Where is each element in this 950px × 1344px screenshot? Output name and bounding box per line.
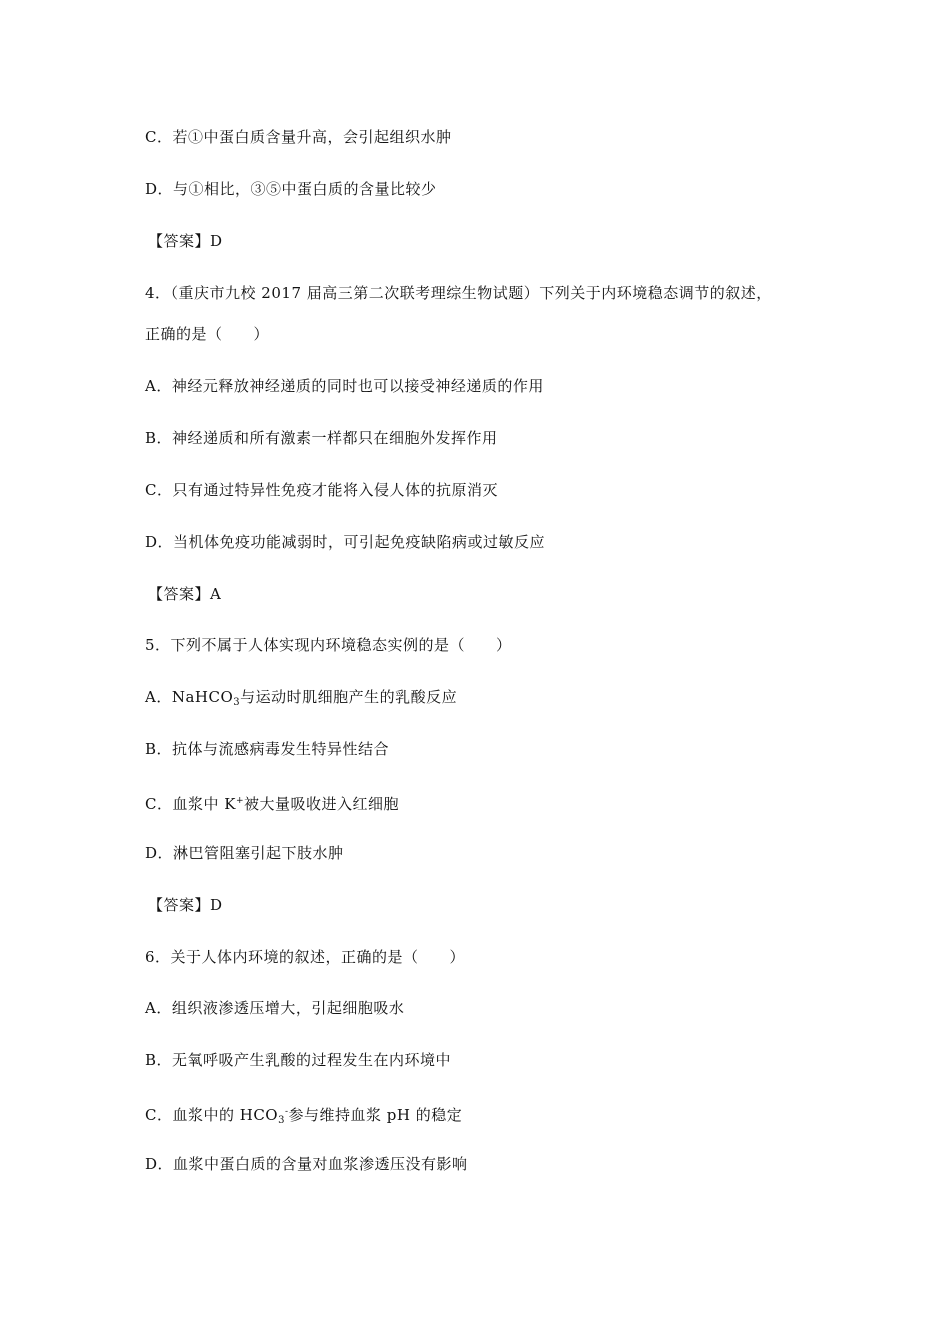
q4-stem-line2: 正确的是（ ） [145,325,270,343]
q6-option-c [145,1102,462,1131]
q5-answer: 【答案】D [148,896,223,914]
q5-stem: 5．下列不属于人体实现内环境稳态实例的是（ ） [145,636,512,654]
q5-option-a-suffix: 与运动时肌细胞产生的乳酸反应 [240,688,458,706]
q6-option-c-superscript: - [284,1107,289,1117]
q6-option-a: A．组织液渗透压增大，引起细胞吸水 [145,999,405,1017]
q6-option-b: B．无氧呼吸产生乳酸的过程发生在内环境中 [145,1051,452,1069]
q3-answer: 【答案】D [148,232,223,250]
q5-option-d: D．淋巴管阻塞引起下肢水肿 [145,844,344,862]
q5-option-c-superscript: + [235,796,244,806]
q6-option-c-subscript: 3 [278,1115,285,1126]
q4-option-c: C．只有通过特异性免疫才能将入侵人体的抗原消灭 [145,481,498,499]
q6-option-d: D．血浆中蛋白质的含量对血浆渗透压没有影响 [145,1155,468,1173]
q6-option-c-suffix: 参与维持血浆 pH 的稳定 [288,1106,463,1124]
q4-option-a: A．神经元释放神经递质的同时也可以接受神经递质的作用 [145,377,544,395]
q5-option-c-prefix: C．血浆中 K [145,795,236,813]
q4-answer: 【答案】A [148,585,222,603]
q4-option-b: B．神经递质和所有激素一样都只在细胞外发挥作用 [145,429,498,447]
q5-option-b: B．抗体与流感病毒发生特异性结合 [145,740,390,758]
q5-option-a-subscript: 3 [233,697,241,708]
q5-option-a-prefix: A．NaHCO [145,688,234,706]
q3-option-c: C．若①中蛋白质含量升高，会引起组织水肿 [145,128,452,146]
q5-option-c-suffix: 被大量吸收进入红细胞 [244,795,400,813]
q4-option-d: D．当机体免疫功能减弱时，可引起免疫缺陷病或过敏反应 [145,533,546,551]
q3-option-d: D．与①相比，③⑤中蛋白质的含量比较少 [145,180,437,198]
q4-stem-line1: 4．（重庆市九校 2017 届高三第二次联考理综生物试题）下列关于内环境稳态调节的叙述， [145,284,772,302]
q6-option-c-prefix: C．血浆中的 HCO [145,1106,279,1124]
q5-option-a [145,687,457,713]
q5-option-c [145,791,399,814]
q6-stem: 6．关于人体内环境的叙述，正确的是（ ） [145,948,466,966]
